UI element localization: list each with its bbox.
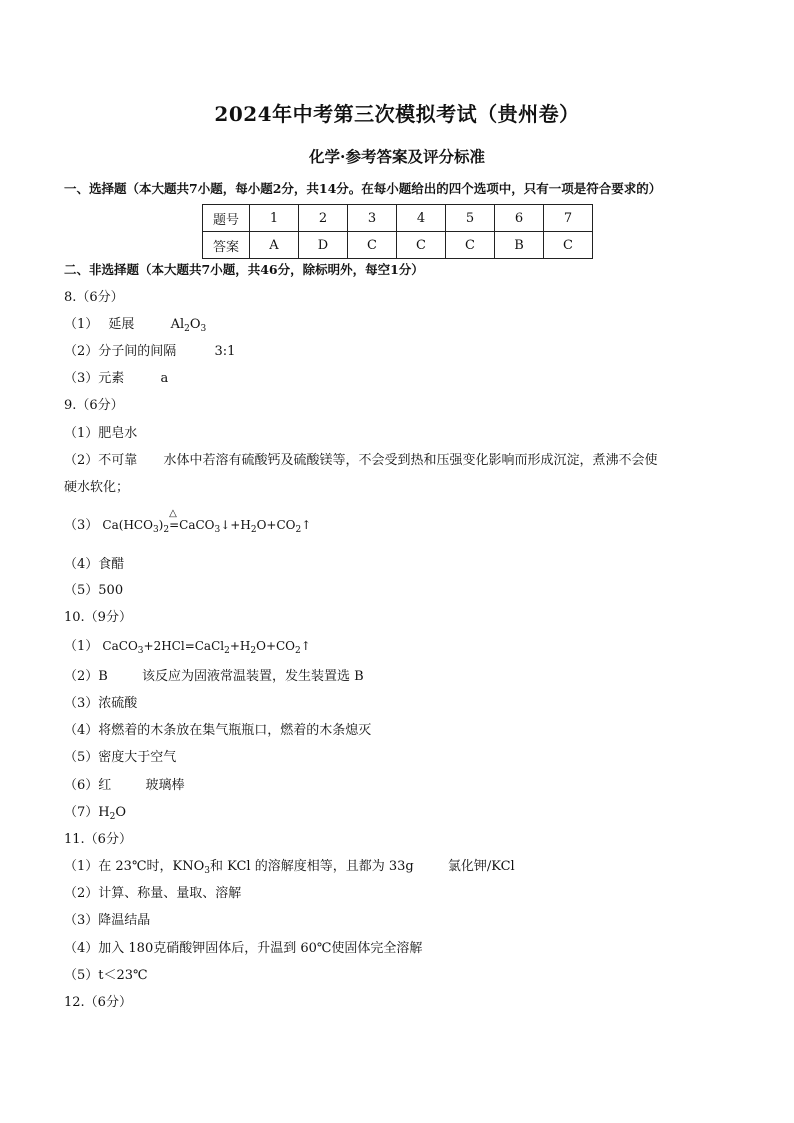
q11-part1 [64, 859, 515, 875]
table-cell: 7 [544, 205, 593, 232]
table-cell: 2 [299, 205, 348, 232]
table-cell: C [348, 232, 397, 259]
q10-part7 [64, 805, 126, 821]
table-row [203, 205, 593, 232]
q9-part4: （4）食醋 [64, 557, 125, 572]
q11-part2: （2）计算、称量、量取、溶解 [64, 886, 242, 901]
table-cell: 3 [348, 205, 397, 232]
table-row [203, 232, 593, 259]
q10-part5: （5）密度大于空气 [64, 750, 177, 765]
q9-label: 9.（6分） [64, 398, 124, 413]
chemical-equation: $CaCO_3+2HCl=CaCl_2+H_2O+CO_2↑$ [102, 639, 311, 656]
table-row-header: 答案 [203, 232, 250, 259]
answer-text: 氯化钾/KCl [447, 859, 515, 874]
table-cell: C [544, 232, 593, 259]
q12-label: 12.（6分） [64, 995, 132, 1010]
q9-part1: （1）肥皂水 [64, 426, 138, 441]
answer-text: 3:1 [214, 344, 236, 359]
q8-part2 [64, 344, 235, 360]
part-number: （2） [64, 669, 99, 684]
q9-part3 [64, 508, 312, 535]
table-cell: C [397, 232, 446, 259]
q8-part3 [64, 371, 168, 387]
part-number: （6） [64, 778, 99, 793]
table-cell: C [446, 232, 495, 259]
table-cell: D [299, 232, 348, 259]
answer-text: 该反应为固液常温装置，发生装置选 B [141, 669, 364, 684]
answer-formula: $Al_2O_3$ [170, 317, 207, 334]
part-number: （1） [64, 639, 99, 654]
section2-heading: 二、非选择题（本大题共7小题，共46分，除标明外，每空1分） [64, 262, 424, 277]
answer-text: 红 [98, 778, 112, 793]
answer-text: 水体中若溶有硫酸钙及硫酸镁等，不会受到热和压强变化影响而形成沉淀，煮沸不会使 [163, 453, 658, 468]
q11-part3: （3）降温结晶 [64, 913, 151, 928]
answer-text: B [98, 669, 108, 684]
q10-part6 [64, 778, 184, 794]
q10-part2 [64, 669, 364, 685]
part-number: （3） [64, 371, 99, 386]
q11-label: 11.（6分） [64, 832, 132, 847]
answer-text: 延展 [108, 317, 135, 332]
q8-label: 8.（6分） [64, 290, 124, 305]
q9-part2-cont: 硬水软化； [64, 480, 130, 495]
q11-part5: （5）t＜23℃ [64, 968, 148, 983]
part-number: （2） [64, 344, 99, 359]
table-row-header: 题号 [203, 205, 250, 232]
q10-part3: （3）浓硫酸 [64, 696, 138, 711]
answer-text: 分子间的间隔 [98, 344, 177, 359]
q10-part4: （4）将燃着的木条放在集气瓶瓶口，燃着的木条熄灭 [64, 723, 372, 738]
q9-part5: （5）500 [64, 583, 124, 598]
answer-text: a [160, 371, 169, 386]
table-cell: 6 [495, 205, 544, 232]
table-cell: B [495, 232, 544, 259]
part-number: （3） [64, 518, 99, 533]
heat-delta-icon: △ =CaCO [169, 508, 215, 532]
table-cell: 4 [397, 205, 446, 232]
q10-part1 [64, 638, 311, 655]
answer-text: 玻璃棒 [145, 778, 185, 793]
answer-text: （1）在 23℃时，$KNO_3$和 KCl 的溶解度相等，且都为 33g [64, 859, 414, 876]
table-cell: 1 [250, 205, 299, 232]
q10-label: 10.（9分） [64, 610, 132, 625]
page-subtitle: 化学·参考答案及评分标准 [309, 147, 485, 166]
part-number: （1） [64, 317, 99, 332]
answer-table [202, 204, 593, 259]
chemical-equation: $Ca(HCO_3)_2$ △ $=CaCO_3↓+H_2O+CO_2↑$ [102, 508, 312, 535]
q9-part2 [64, 453, 657, 469]
answer-formula: $H_2O$ [98, 805, 127, 822]
answer-text: 不可靠 [98, 453, 138, 468]
section1-heading: 一、选择题（本大题共7小题，每小题2分，共14分。在每小题给出的四个选项中，只有一项是符合要求的） [64, 181, 662, 196]
part-number: （2） [64, 453, 99, 468]
page-title: 2024年中考第三次模拟考试（贵州卷） [214, 102, 580, 126]
q8-part1 [64, 317, 206, 333]
part-number: （7） [64, 805, 99, 820]
table-cell: A [250, 232, 299, 259]
q11-part4: （4）加入 180克硝酸钾固体后，升温到 60℃使固体完全溶解 [64, 941, 423, 956]
answer-text: 元素 [98, 371, 125, 386]
table-cell: 5 [446, 205, 495, 232]
